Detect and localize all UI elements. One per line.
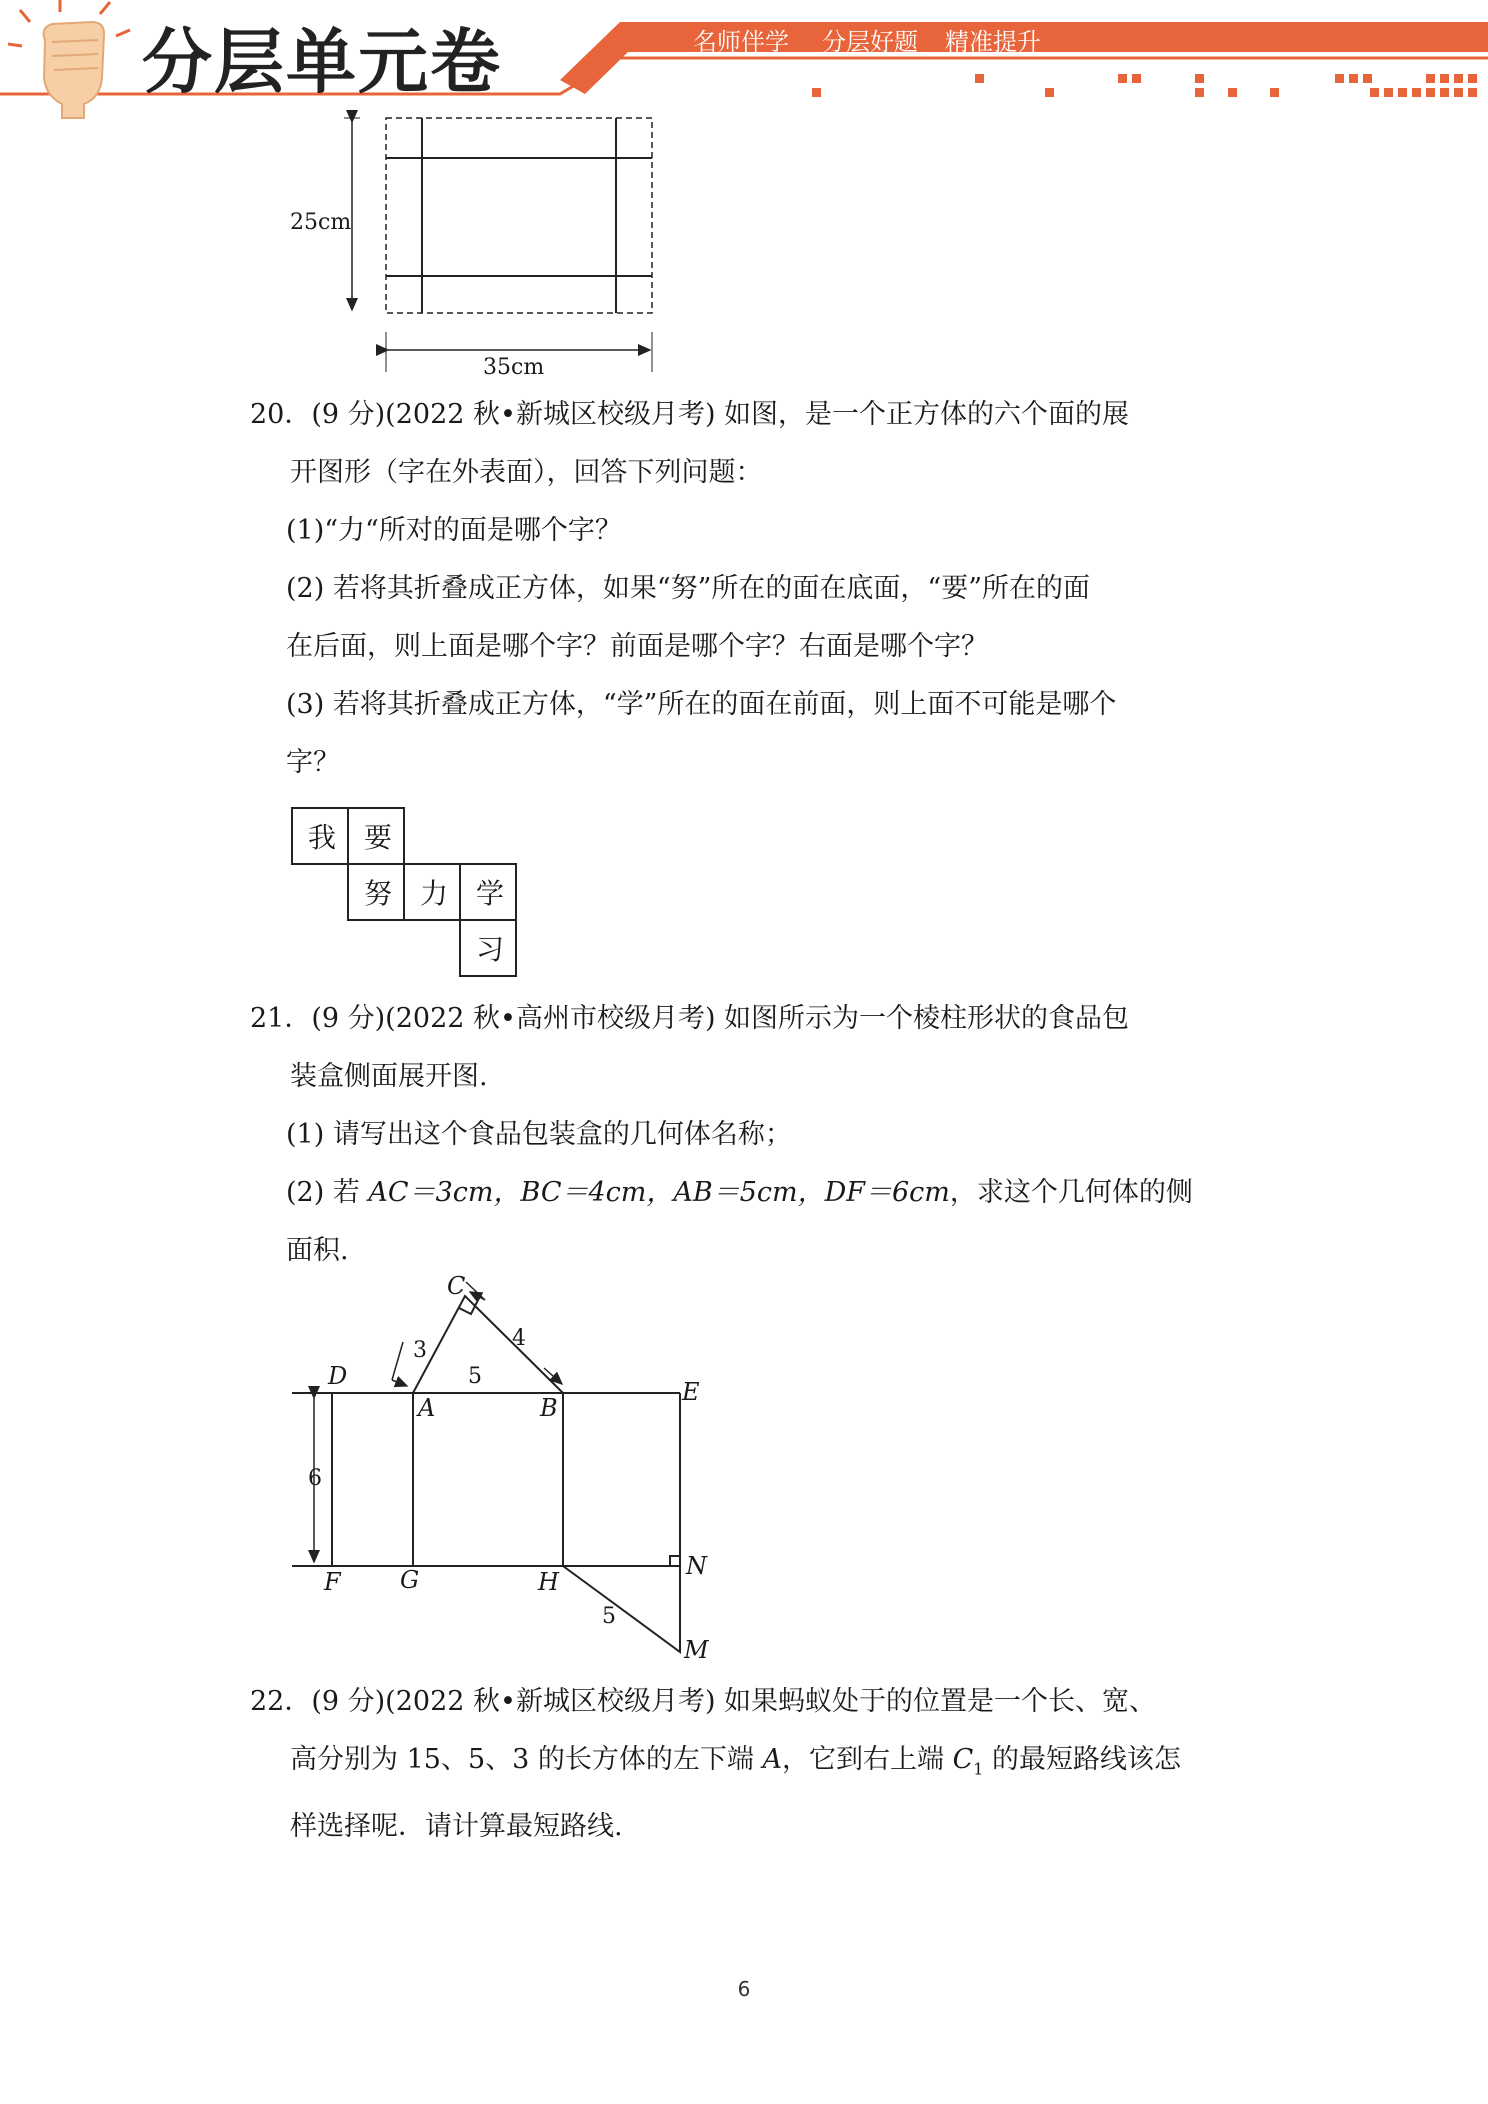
- label-b: B: [540, 1394, 558, 1422]
- height-label: 25cm: [290, 210, 352, 235]
- q22-line-1: 22．(9 分)(2022 秋•新城区校级月考) 如果蚂蚁处于的位置是一个长、宽、: [250, 1686, 1157, 1717]
- q21-part-2a: [250, 1164, 1240, 1222]
- q22-line-2: [250, 1731, 1240, 1798]
- q22-line-2-mid: ，它到右上端: [781, 1744, 953, 1775]
- q22-line-2-pre: 高分别为 15、5、3 的长方体的左下端: [290, 1744, 763, 1775]
- q21-part-2-pre: (2) 若: [286, 1177, 369, 1208]
- q20-line-1: 20．(9 分)(2022 秋•新城区校级月考) 如图，是一个正方体的六个面的展: [250, 399, 1130, 430]
- label-h: H: [538, 1568, 559, 1596]
- header-slogan-3: 精准提升: [945, 28, 1041, 56]
- label-5-bottom: 5: [602, 1604, 616, 1629]
- q22-point-a: A: [762, 1744, 782, 1775]
- question-20: [250, 386, 1240, 792]
- q21-part-2b: 面积.: [286, 1235, 349, 1266]
- rectangle-figure: [280, 110, 680, 394]
- fist-icon: [8, 0, 130, 118]
- question-22: [250, 1673, 1240, 1856]
- q20-part-1: (1)“力“所对的面是哪个字？: [286, 515, 622, 546]
- prism-net: [280, 1280, 740, 1670]
- q22-point-c: C: [952, 1744, 974, 1775]
- label-a: A: [418, 1394, 436, 1422]
- q20-part-2a: (2) 若将其折叠成正方体，如果“努”所在的面在底面，“要”所在的面: [286, 573, 1091, 604]
- q20-part-2b: 在后面，则上面是哪个字？前面是哪个字？右面是哪个字？: [286, 631, 988, 662]
- q21-part-1: (1) 请写出这个食品包装盒的几何体名称；: [286, 1119, 792, 1150]
- prism-net-figure: [280, 1272, 740, 1674]
- q22-line-3: 样选择呢．请计算最短路线.: [290, 1811, 623, 1843]
- label-d: D: [328, 1362, 348, 1390]
- header-slogan-1: 名师伴学: [693, 28, 789, 56]
- q22-point-c-sub: 1: [973, 1759, 984, 1779]
- question-21: [250, 990, 1240, 1280]
- label-f: F: [324, 1568, 341, 1596]
- label-m: M: [684, 1636, 709, 1664]
- net-cell-1: 我: [308, 821, 337, 854]
- net-cell-5: 学: [476, 877, 505, 910]
- net-cell-2: 要: [364, 821, 393, 854]
- net-cell-3: 努: [364, 877, 393, 910]
- q21-line-1: 21．(9 分)(2022 秋•高州市校级月考) 如图所示为一个棱柱形状的食品包: [250, 1003, 1130, 1034]
- page-number: 6: [737, 1977, 751, 2001]
- label-e: E: [682, 1378, 700, 1406]
- width-label: 35cm: [483, 355, 545, 380]
- q21-part-2-math: AC＝3cm，BC＝4cm，AB＝5cm，DF＝6cm: [368, 1177, 950, 1208]
- net-cell-4: 力: [420, 877, 449, 910]
- label-c: C: [447, 1272, 466, 1300]
- label-6: 6: [308, 1466, 322, 1491]
- q22-line-2-post: 的最短路线该怎: [983, 1744, 1182, 1775]
- label-5-top: 5: [468, 1364, 482, 1389]
- net-cell-6: 习: [476, 933, 505, 966]
- label-n: N: [686, 1552, 707, 1580]
- header-title: 分层单元卷: [142, 21, 502, 103]
- cube-net-figure: [290, 806, 520, 985]
- rectangle-diagram: [280, 110, 680, 390]
- header-slogan-2: 分层好题: [822, 28, 918, 56]
- label-3: 3: [413, 1338, 427, 1363]
- page-header: [0, 0, 1488, 125]
- q21-line-2: 装盒侧面展开图.: [290, 1061, 488, 1092]
- q21-part-2-post: ，求这个几何体的侧: [949, 1177, 1193, 1208]
- label-4: 4: [512, 1326, 526, 1351]
- q20-part-3a: (3) 若将其折叠成正方体，“学”所在的面在前面，则上面不可能是哪个: [286, 689, 1117, 720]
- label-g: G: [400, 1566, 420, 1594]
- q20-part-3b: 字？: [286, 747, 340, 778]
- q20-line-2: 开图形（字在外表面），回答下列问题：: [290, 457, 763, 488]
